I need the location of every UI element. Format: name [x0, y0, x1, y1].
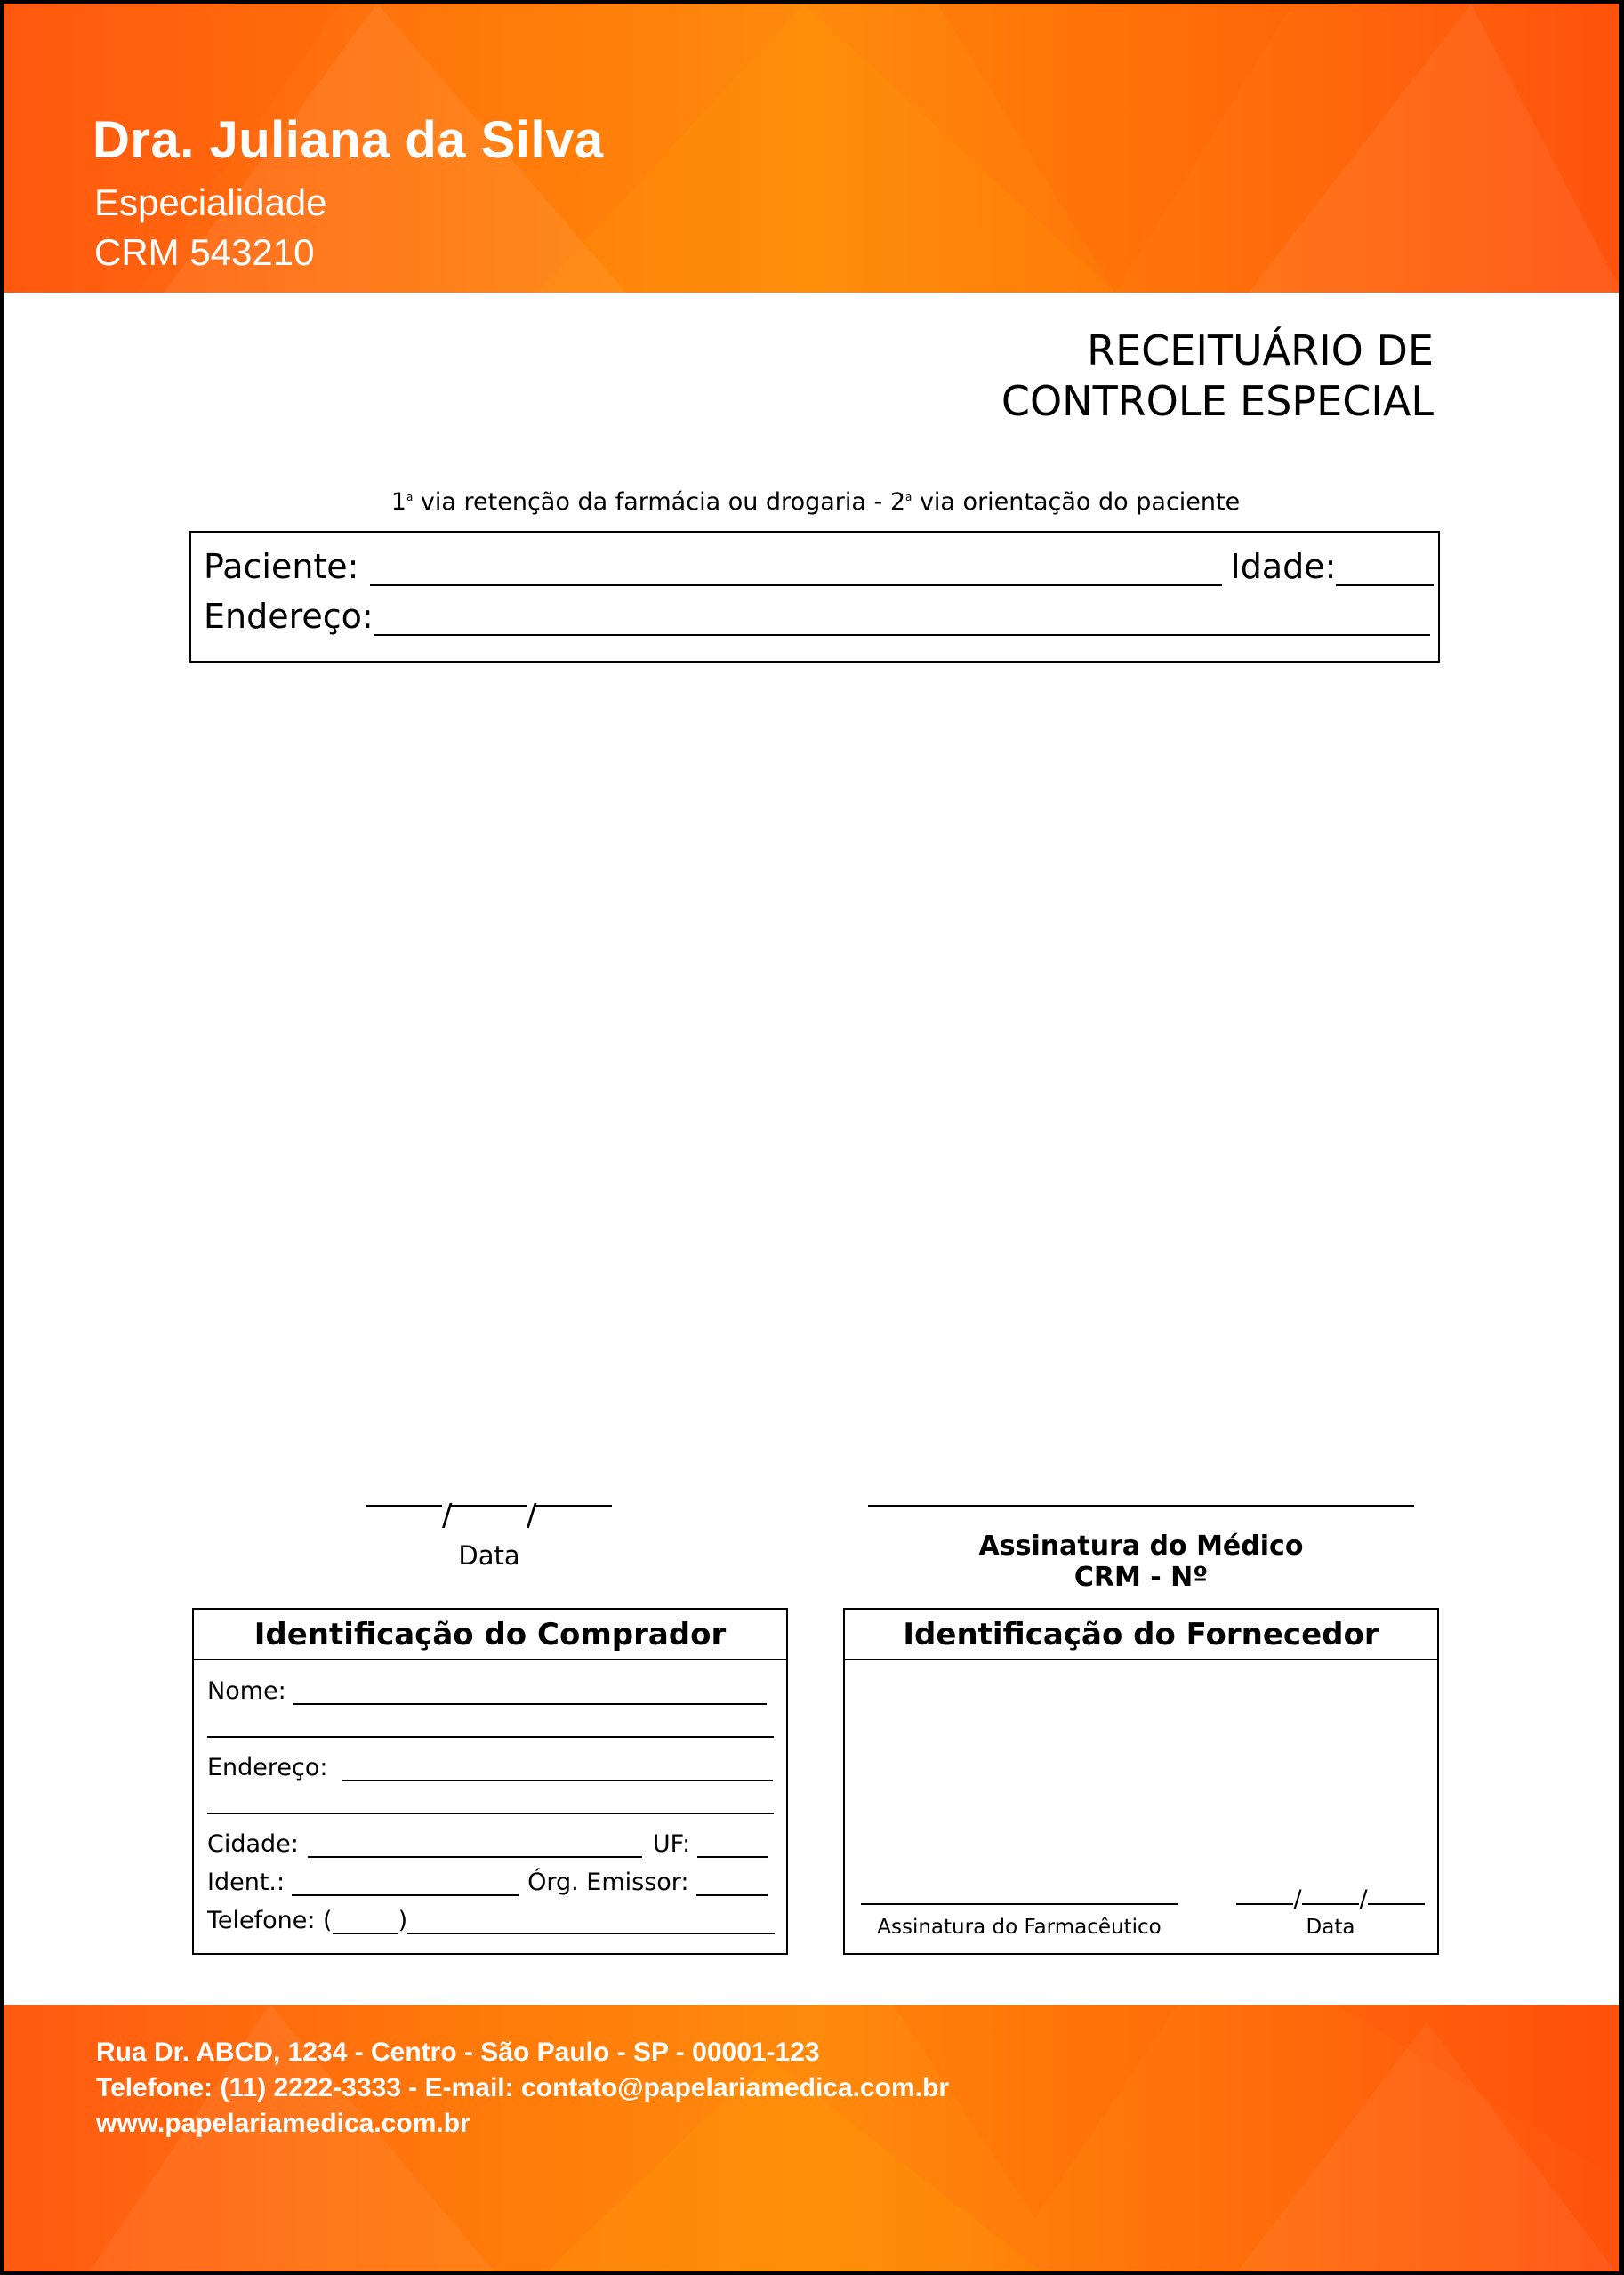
buyer-address-row — [207, 1754, 773, 1781]
address-label: Endereço: — [204, 597, 374, 636]
buyer-address-field[interactable] — [342, 1758, 773, 1781]
buyer-phone-label: Telefone: ( — [207, 1907, 333, 1934]
buyer-city-field[interactable] — [308, 1835, 642, 1858]
supplier-date-month-line — [1302, 1903, 1359, 1905]
buyer-issuer-field[interactable] — [696, 1873, 768, 1896]
date-month-line — [451, 1505, 527, 1507]
age-field[interactable] — [1336, 556, 1434, 586]
pharmacist-signature-label: Assinatura do Farmacêutico — [877, 1916, 1162, 1939]
date-separator: / — [527, 1498, 537, 1533]
buyer-address-row-2 — [207, 1791, 774, 1814]
via-note-first-number: 1 — [390, 488, 406, 516]
buyer-id-row — [207, 1869, 768, 1896]
buyer-issuer-label: Órg. Emissor: — [527, 1869, 689, 1896]
buyer-id-field[interactable] — [292, 1873, 519, 1896]
title-line-2: CONTROLE ESPECIAL — [1001, 377, 1434, 425]
patient-field[interactable] — [370, 556, 1222, 586]
prescription-body[interactable] — [189, 679, 1440, 1480]
supplier-title: Identificação do Fornecedor — [845, 1610, 1437, 1660]
buyer-name-row-2 — [207, 1715, 774, 1738]
footer-website[interactable]: www.papelariamedica.com.br — [96, 2109, 470, 2138]
buyer-address-label: Endereço: — [207, 1754, 328, 1781]
supplier-identification-box — [843, 1608, 1439, 1955]
via-note-end: via orientação do paciente — [912, 488, 1241, 516]
footer-band — [4, 2005, 1619, 2275]
doctor-name: Dra. Juliana da Silva — [92, 111, 604, 169]
doctor-specialty: Especialidade — [94, 181, 327, 223]
doctor-crm: CRM 543210 — [94, 231, 315, 273]
buyer-phone-area-field[interactable] — [333, 1911, 398, 1934]
supplier-date-year-line — [1368, 1903, 1425, 1905]
buyer-phone-row — [207, 1907, 775, 1934]
supplier-date-day-line — [1236, 1903, 1293, 1905]
buyer-address-field-2[interactable] — [207, 1791, 774, 1814]
date-label: Data — [458, 1540, 520, 1571]
via-note-middle: via retenção da farmácia ou drogaria - 2 — [413, 488, 905, 516]
doctor-signature-line[interactable] — [868, 1505, 1414, 1507]
ordinal-mark-2: a — [905, 491, 912, 503]
supplier-date-label: Data — [1306, 1916, 1355, 1939]
date-day-line — [366, 1505, 442, 1507]
buyer-uf-label: UF: — [652, 1830, 691, 1858]
patient-box — [189, 531, 1440, 663]
header-band — [4, 4, 1619, 293]
buyer-city-label: Cidade: — [207, 1830, 299, 1858]
buyer-name-field-2[interactable] — [207, 1715, 774, 1738]
date-separator: / — [1293, 1885, 1302, 1913]
via-note — [4, 488, 1624, 516]
doctor-signature-label: Assinatura do Médico — [978, 1531, 1304, 1562]
buyer-phone-close: ) — [398, 1907, 408, 1934]
doctor-crm-label: CRM - Nº — [1073, 1562, 1209, 1593]
date-separator: / — [442, 1498, 453, 1533]
ordinal-mark-1: a — [406, 491, 414, 503]
patient-label: Paciente: — [204, 547, 359, 586]
buyer-name-field[interactable] — [293, 1682, 767, 1705]
date-separator: / — [1359, 1885, 1368, 1913]
footer-contact: Telefone: (11) 2222-3333 - E-mail: contato@papelariamedica.com.br — [96, 2073, 950, 2102]
title-line-1: RECEITUÁRIO DE — [1087, 326, 1434, 374]
buyer-city-row — [207, 1830, 768, 1858]
address-line — [204, 597, 1430, 636]
footer-address: Rua Dr. ABCD, 1234 - Centro - São Paulo - SP - 00001-123 — [96, 2038, 820, 2067]
date-year-line — [535, 1505, 612, 1507]
pharmacist-signature-line[interactable] — [861, 1903, 1178, 1905]
buyer-title: Identificação do Comprador — [194, 1610, 786, 1660]
buyer-uf-field[interactable] — [697, 1835, 768, 1858]
buyer-name-row — [207, 1677, 767, 1705]
age-label: Idade: — [1230, 547, 1337, 586]
document-title — [1001, 326, 1434, 427]
buyer-name-label: Nome: — [207, 1677, 286, 1705]
patient-line — [204, 547, 1434, 586]
buyer-id-label: Ident.: — [207, 1869, 285, 1896]
buyer-identification-box — [192, 1608, 788, 1955]
address-field[interactable] — [374, 606, 1430, 636]
buyer-phone-field[interactable] — [407, 1911, 775, 1934]
